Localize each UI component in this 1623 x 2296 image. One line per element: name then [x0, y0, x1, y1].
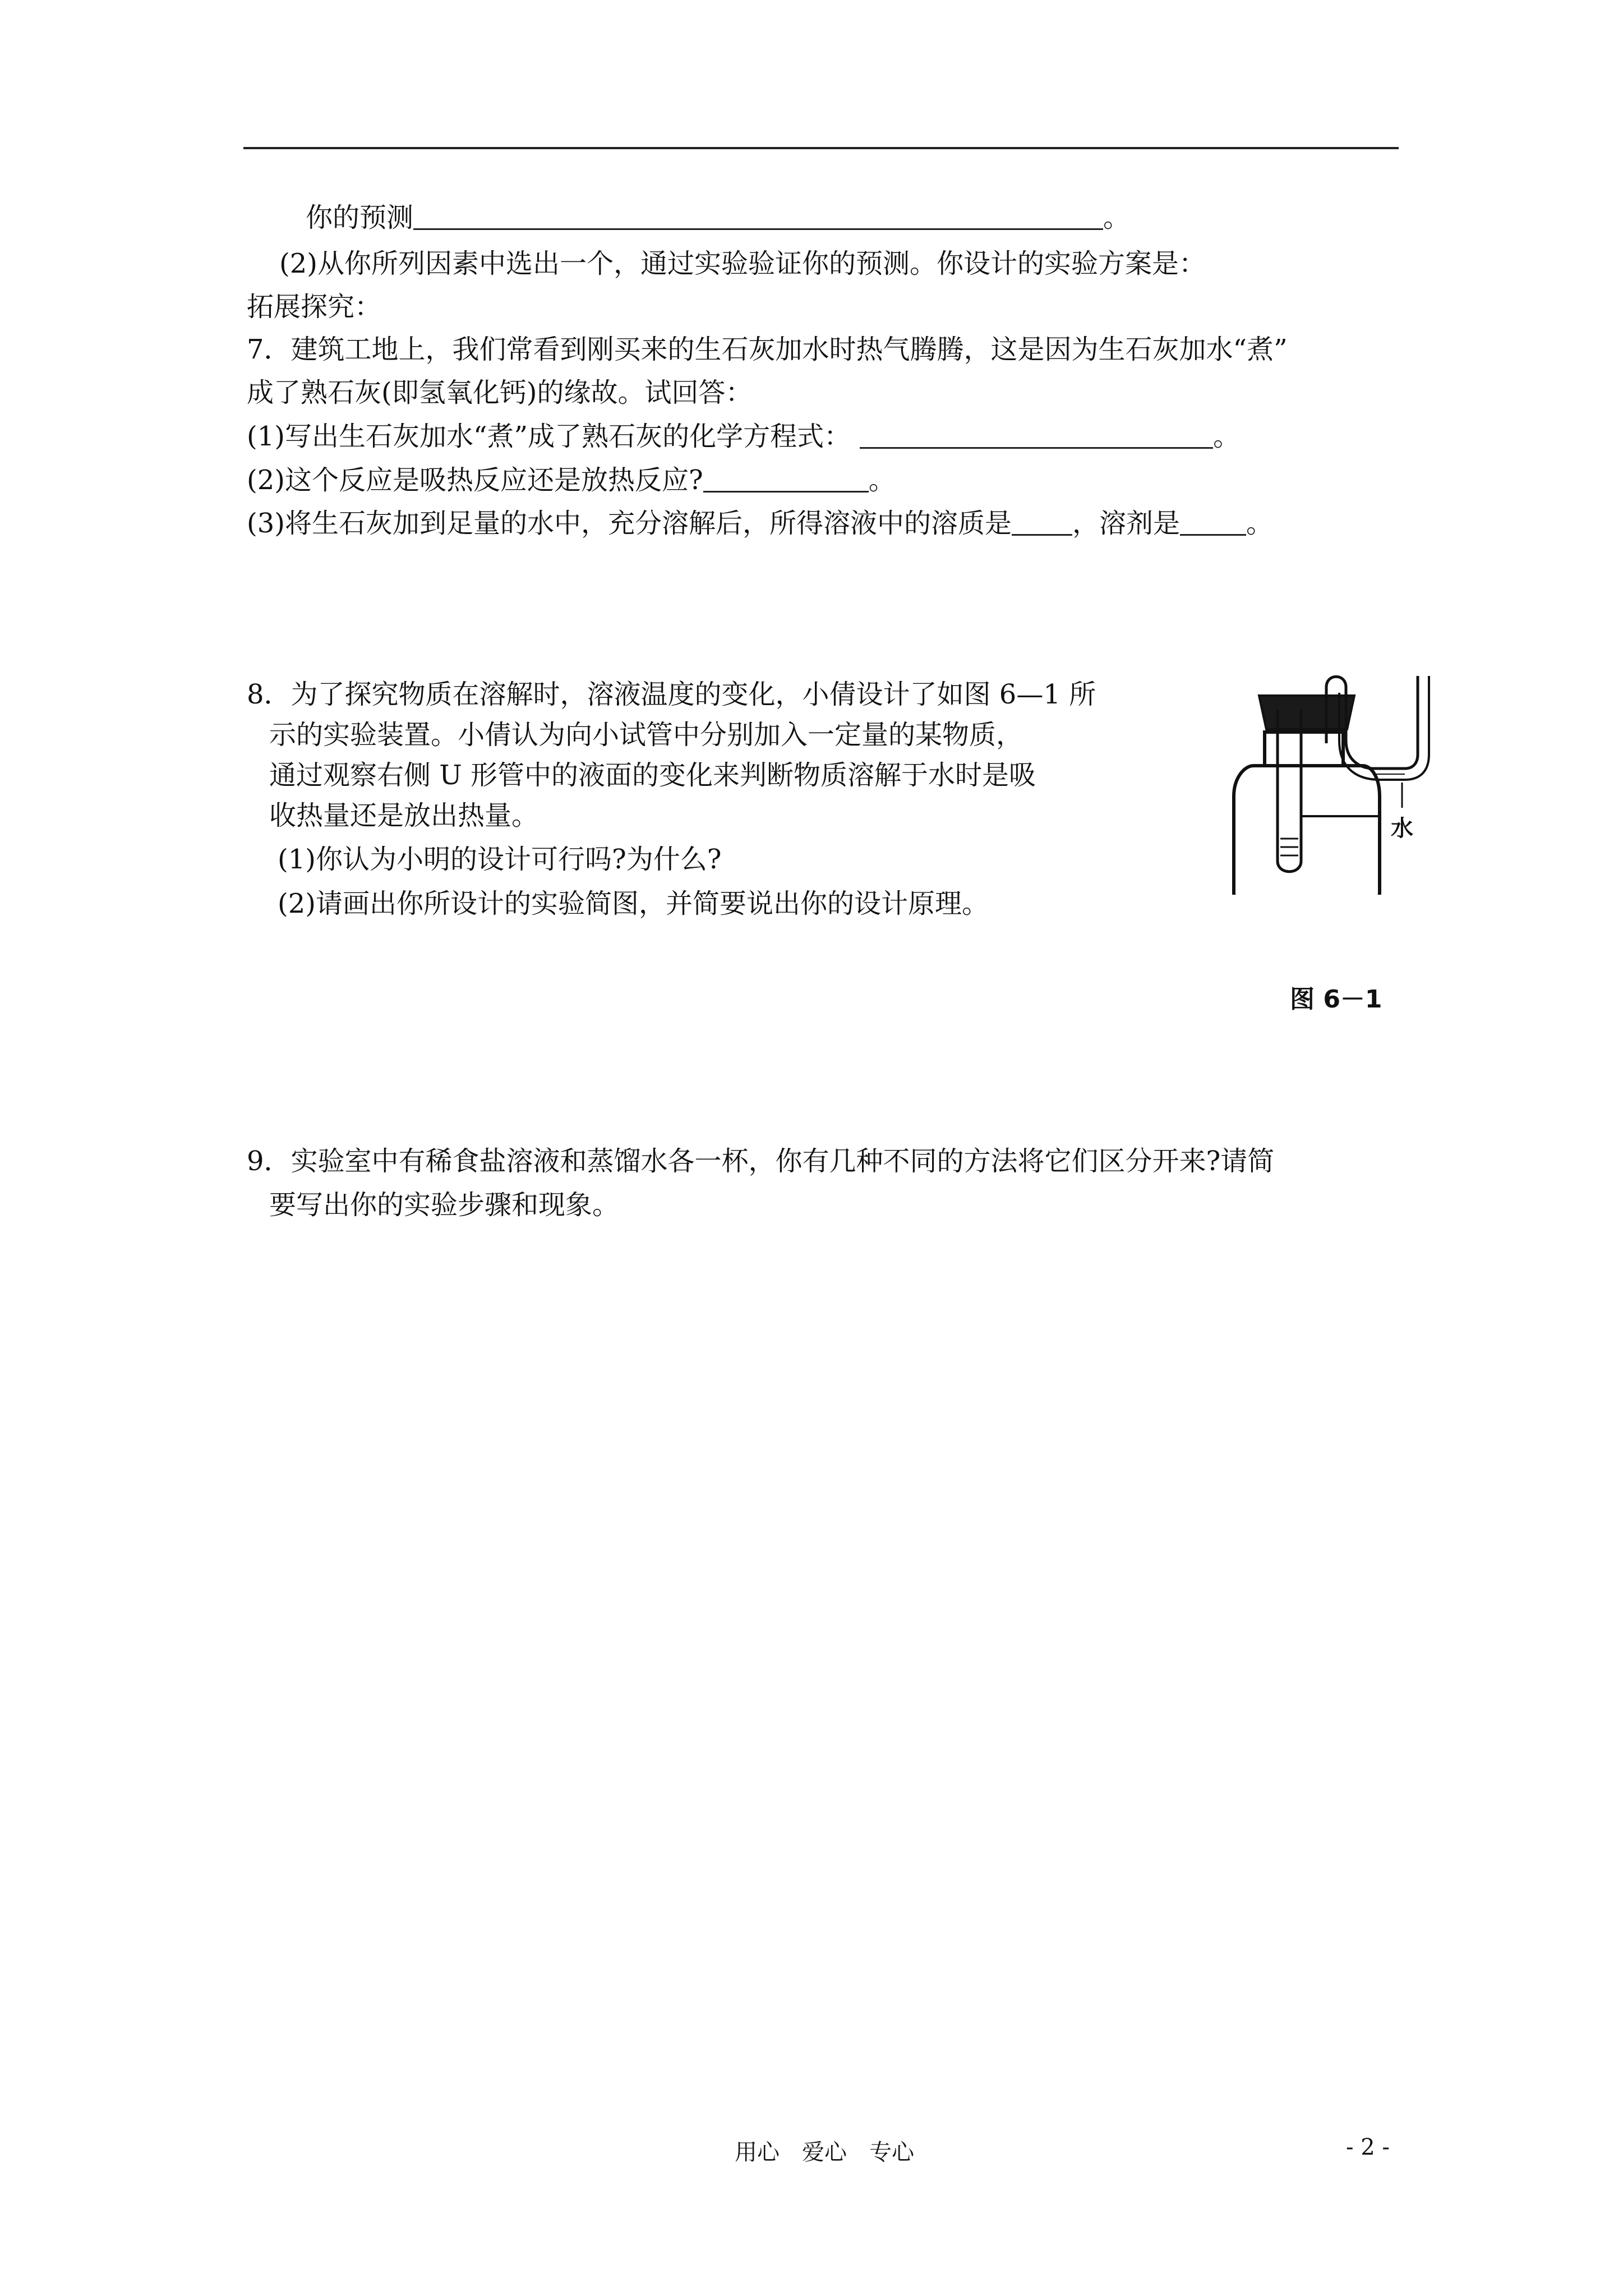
prediction-label: 你的预测 [306, 202, 414, 233]
q7-part2-blank [703, 466, 869, 493]
experiment-plan-line: (2)从你所列因素中选出一个，通过实验验证你的预测。你设计的实验方案是： [279, 248, 1206, 279]
page-number: - 2 - [1346, 2134, 1390, 2160]
water-label: 水 [1391, 816, 1413, 841]
q9-stem-line1: 9．实验室中有稀食盐溶液和蒸馏水各一杯，你有几种不同的方法将它们区分开来?请简 [247, 1145, 1275, 1177]
q7-part1: (1)写出生石灰加水“煮”成了熟石灰的化学方程式： 。 [247, 421, 1241, 452]
figure-caption: 图 6－1 [1290, 985, 1382, 1014]
q8-part2: (2)请画出你所设计的实验简图，并简要说出你的设计原理。 [278, 888, 989, 919]
q7-part2: (2)这个反应是吸热反应还是放热反应? 。 [247, 464, 896, 496]
q7-part3-solvent-blank [1180, 509, 1246, 536]
prediction-line: 你的预测 。 [306, 202, 1131, 233]
q7-part3-solute-blank [1012, 509, 1072, 536]
footer-motto: 用心 爱心 专心 [735, 2139, 914, 2165]
q7-part1-blank [860, 422, 1213, 449]
flask-body [1234, 766, 1380, 895]
q8-part1: (1)你认为小明的设计可行吗?为什么? [278, 844, 722, 875]
q8-stem-line3: 通过观察右侧 U 形管中的液面的变化来判断物质溶解于水时是吸 [269, 760, 1036, 791]
header-rule [243, 147, 1399, 149]
q7-part3: (3)将生石灰加到足量的水中，充分溶解后，所得溶液中的溶质是 ，溶剂是 。 [247, 508, 1274, 539]
q8-stem-line2: 示的实验装置。小倩认为向小试管中分别加入一定量的某物质， [269, 719, 1023, 751]
q9-stem-line2: 要写出你的实验步骤和现象。 [269, 1189, 620, 1221]
section-heading-extension: 拓展探究： [247, 291, 382, 323]
q7-stem-line1: 7．建筑工地上，我们常看到刚买来的生石灰加水时热气腾腾，这是因为生石灰加水“煮” [247, 334, 1288, 365]
q7-stem-line2: 成了熟石灰(即氢氧化钙)的缘故。试回答： [247, 377, 753, 408]
prediction-blank [413, 204, 1103, 230]
q8-stem-line4: 收热量还是放出热量。 [269, 800, 539, 831]
apparatus-figure [1211, 670, 1433, 895]
u-tube-right-outer [1405, 676, 1418, 769]
q8-stem-line1: 8．为了探究物质在溶解时，溶液温度的变化，小倩设计了如图 6—1 所 [247, 679, 1096, 710]
